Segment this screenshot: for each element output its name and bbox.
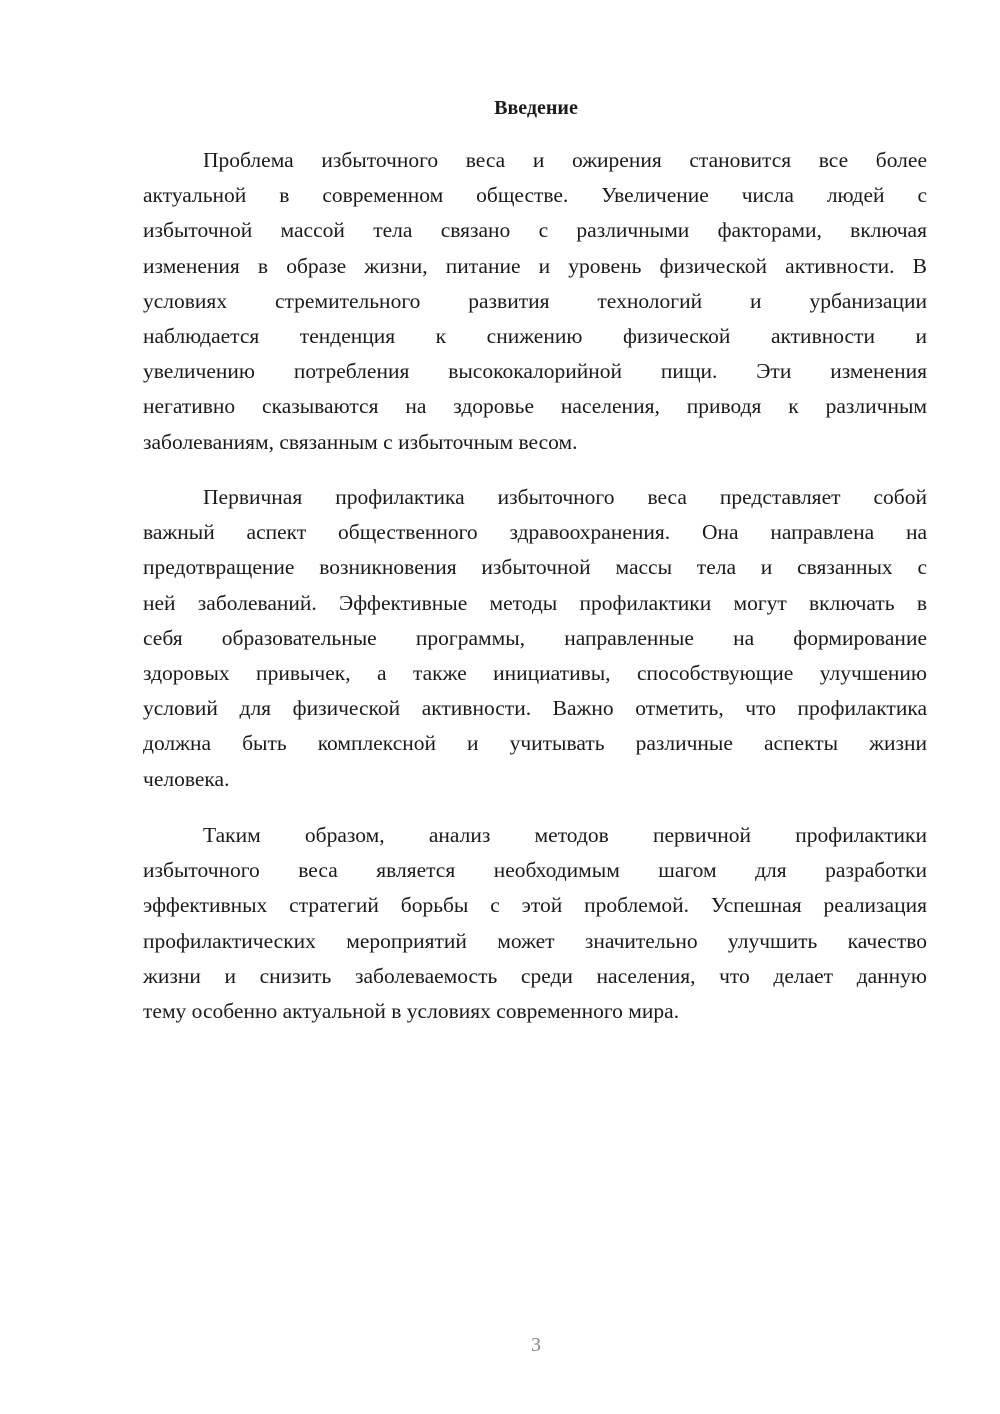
text-line: негативно сказываются на здоровье населения, приводя к различным (143, 394, 927, 419)
text-line: условиях стремительного развития технологий и урбанизации (143, 288, 927, 313)
text-line: себя образовательные программы, направленные на формирование (143, 625, 927, 650)
paragraph-3 (143, 818, 927, 1029)
text-line: здоровых привычек, а также инициативы, способствующие улучшению (143, 660, 927, 685)
paragraph-2 (143, 480, 927, 797)
text-line: важный аспект общественного здравоохранения. Она направлена на (143, 520, 927, 545)
text-line: наблюдается тенденция к снижению физической активности и (143, 323, 927, 348)
text-line: Проблема избыточного веса и ожирения становится все более (203, 148, 927, 172)
text-line: должна быть комплексной и учитывать различные аспекты жизни (143, 731, 927, 756)
text-line: заболеваниям, связанным с избыточным весом. (143, 429, 578, 454)
text-line: Таким образом, анализ методов первичной профилактики (203, 823, 927, 847)
text-line: человека. (143, 766, 230, 791)
text-line: ней заболеваний. Эффективные методы профилактики могут включать в (143, 590, 927, 615)
page-number: 3 (531, 1334, 541, 1356)
text-line: изменения в образе жизни, питание и уровень физической активности. В (143, 253, 927, 278)
text-line: увеличению потребления высококалорийной пищи. Эти изменения (143, 359, 927, 384)
text-line: эффективных стратегий борьбы с этой проблемой. Успешная реализация (143, 893, 927, 918)
text-line: профилактических мероприятий может значительно улучшить качество (143, 928, 927, 953)
text-line: избыточной массой тела связано с различными факторами, включая (143, 218, 927, 243)
text-line: предотвращение возникновения избыточной массы тела и связанных с (143, 555, 927, 580)
text-line: избыточного веса является необходимым шагом для разработки (143, 858, 927, 883)
text-line: условий для физической активности. Важно отметить, что профилактика (143, 696, 927, 721)
text-line: актуальной в современном обществе. Увеличение числа людей с (143, 183, 927, 208)
text-line: Первичная профилактика избыточного веса представляет собой (203, 485, 927, 509)
text-line: жизни и снизить заболеваемость среди населения, что делает данную (143, 963, 927, 988)
text-line: тему особенно актуальной в условиях современного мира. (143, 998, 680, 1023)
section-title: Введение (494, 97, 578, 119)
paragraph-1 (143, 143, 927, 460)
